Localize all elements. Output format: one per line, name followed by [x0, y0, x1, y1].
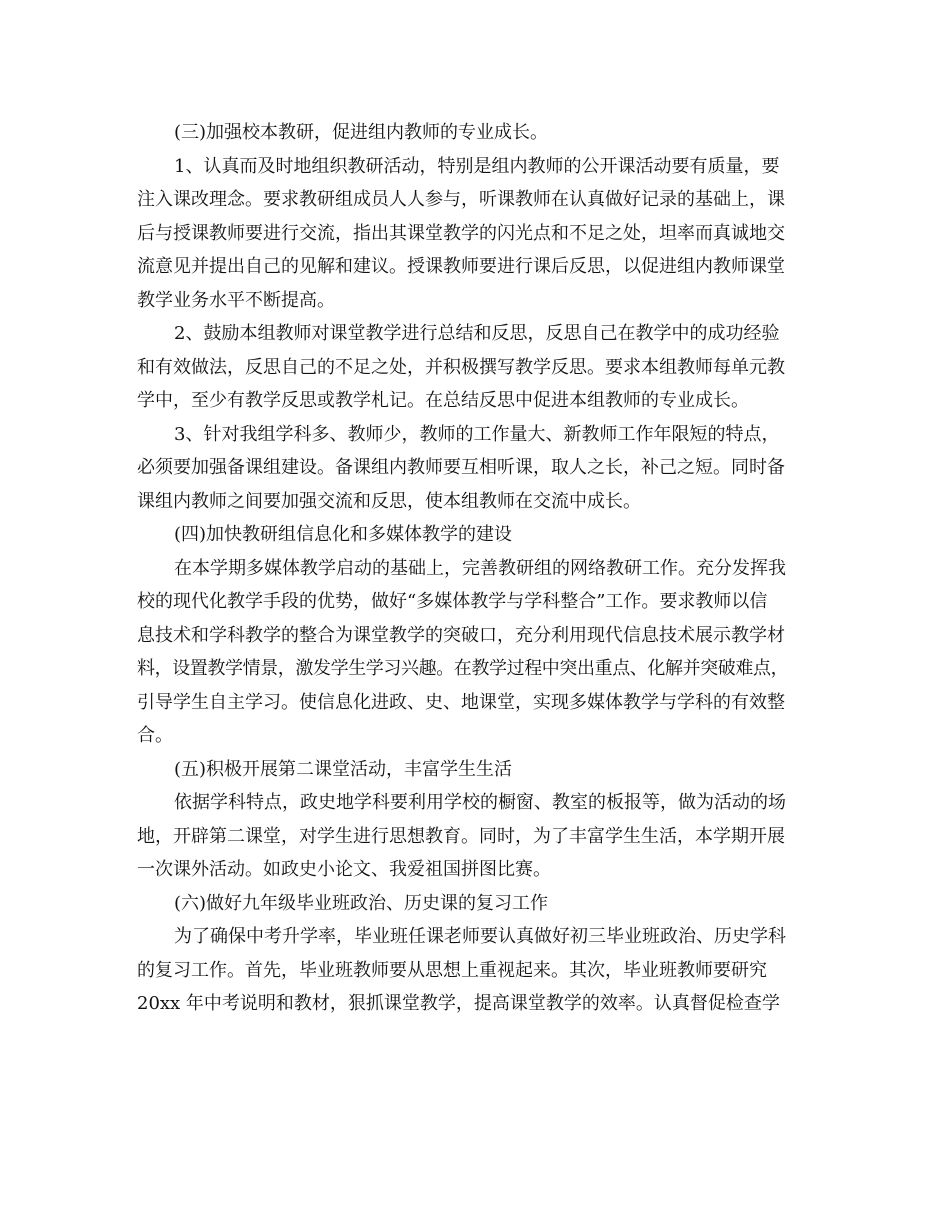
paragraph-line: 2、鼓励本组教师对课堂教学进行总结和反思，反思自己在教学中的成功经验: [174, 323, 780, 344]
section-heading-6: (六)做好九年级毕业班政治、历史课的复习工作: [174, 892, 549, 914]
paragraph-line: 必须要加强备课组建设。备课组内教师要互相听课，取人之长，补己之短。同时备: [137, 457, 785, 478]
paragraph-line: 课组内教师之间要加强交流和反思，使本组教师在交流中成长。: [137, 490, 641, 512]
paragraph-line: 20xx 年中考说明和教材，狠抓课堂教学，提高课堂教学的效率。认真督促检查学: [137, 993, 780, 1014]
section-heading-4: (四)加快教研组信息化和多媒体教学的建设: [174, 524, 513, 545]
paragraph-line: 引导学生自主学习。使信息化进政、史、地课堂，实现多媒体教学与学科的有效整: [137, 691, 785, 713]
paragraph-line: 息技术和学科教学的整合为课堂教学的突破口，充分利用现代信息技术展示教学材: [137, 624, 785, 646]
paragraph-line: 注入课改理念。要求教研组成员人人参与，听课教师在认真做好记录的基础上，课: [137, 189, 785, 210]
section-heading-3: (三)加强校本教研，促进组内教师的专业成长。: [174, 122, 549, 143]
paragraph-line: 的复习工作。首先，毕业班教师要从思想上重视起来。其次，毕业班教师要研究: [137, 959, 767, 981]
paragraph-line: 为了确保中考升学率，毕业班任课老师要认真做好初三毕业班政治、历史学科: [174, 926, 786, 947]
paragraph-line: 3、针对我组学科多、教师少，教师的工作量大、新教师工作年限短的特点，: [174, 423, 780, 445]
paragraph-line: 依据学科特点，政史地学科要利用学校的橱窗、教室的板报等，做为活动的场: [174, 792, 786, 813]
paragraph-line: 流意见并提出自己的见解和建议。授课教师要进行课后反思，以促进组内教师课堂: [137, 256, 785, 277]
paragraph-line: 在本学期多媒体教学启动的基础上，完善教研组的网络教研工作。充分发挥我: [174, 557, 786, 579]
paragraph-line: 1、认真而及时地组织教研活动，特别是组内教师的公开课活动要有质量，要: [174, 155, 780, 177]
paragraph-line: 校的现代化教学手段的优势，做好“多媒体教学与学科整合”工作。要求教师以信: [137, 591, 768, 612]
paragraph-line: 地，开辟第二课堂，对学生进行思想教育。同时，为了丰富学生生活，本学期开展: [137, 825, 785, 847]
paragraph-line: 料，设置教学情景，激发学生学习兴趣。在教学过程中突出重点、化解并突破难点，: [137, 658, 789, 679]
paragraph-line: 合。: [137, 725, 173, 746]
section-heading-5: (五)积极开展第二课堂活动，丰富学生生活: [174, 758, 513, 780]
paragraph-line: 和有效做法，反思自己的不足之处，并积极撰写教学反思。要求本组教师每单元教: [137, 356, 785, 378]
paragraph-line: 一次课外活动。如政史小论文、我爱祖国拼图比赛。: [137, 859, 551, 880]
document-page: [137, 116, 827, 1021]
paragraph-line: 教学业务水平不断提高。: [137, 289, 335, 311]
paragraph-line: 学中，至少有教学反思或教学札记。在总结反思中促进本组教师的专业成长。: [137, 390, 749, 411]
paragraph-line: 后与授课教师要进行交流，指出其课堂教学的闪光点和不足之处，坦率而真诚地交: [137, 222, 785, 244]
